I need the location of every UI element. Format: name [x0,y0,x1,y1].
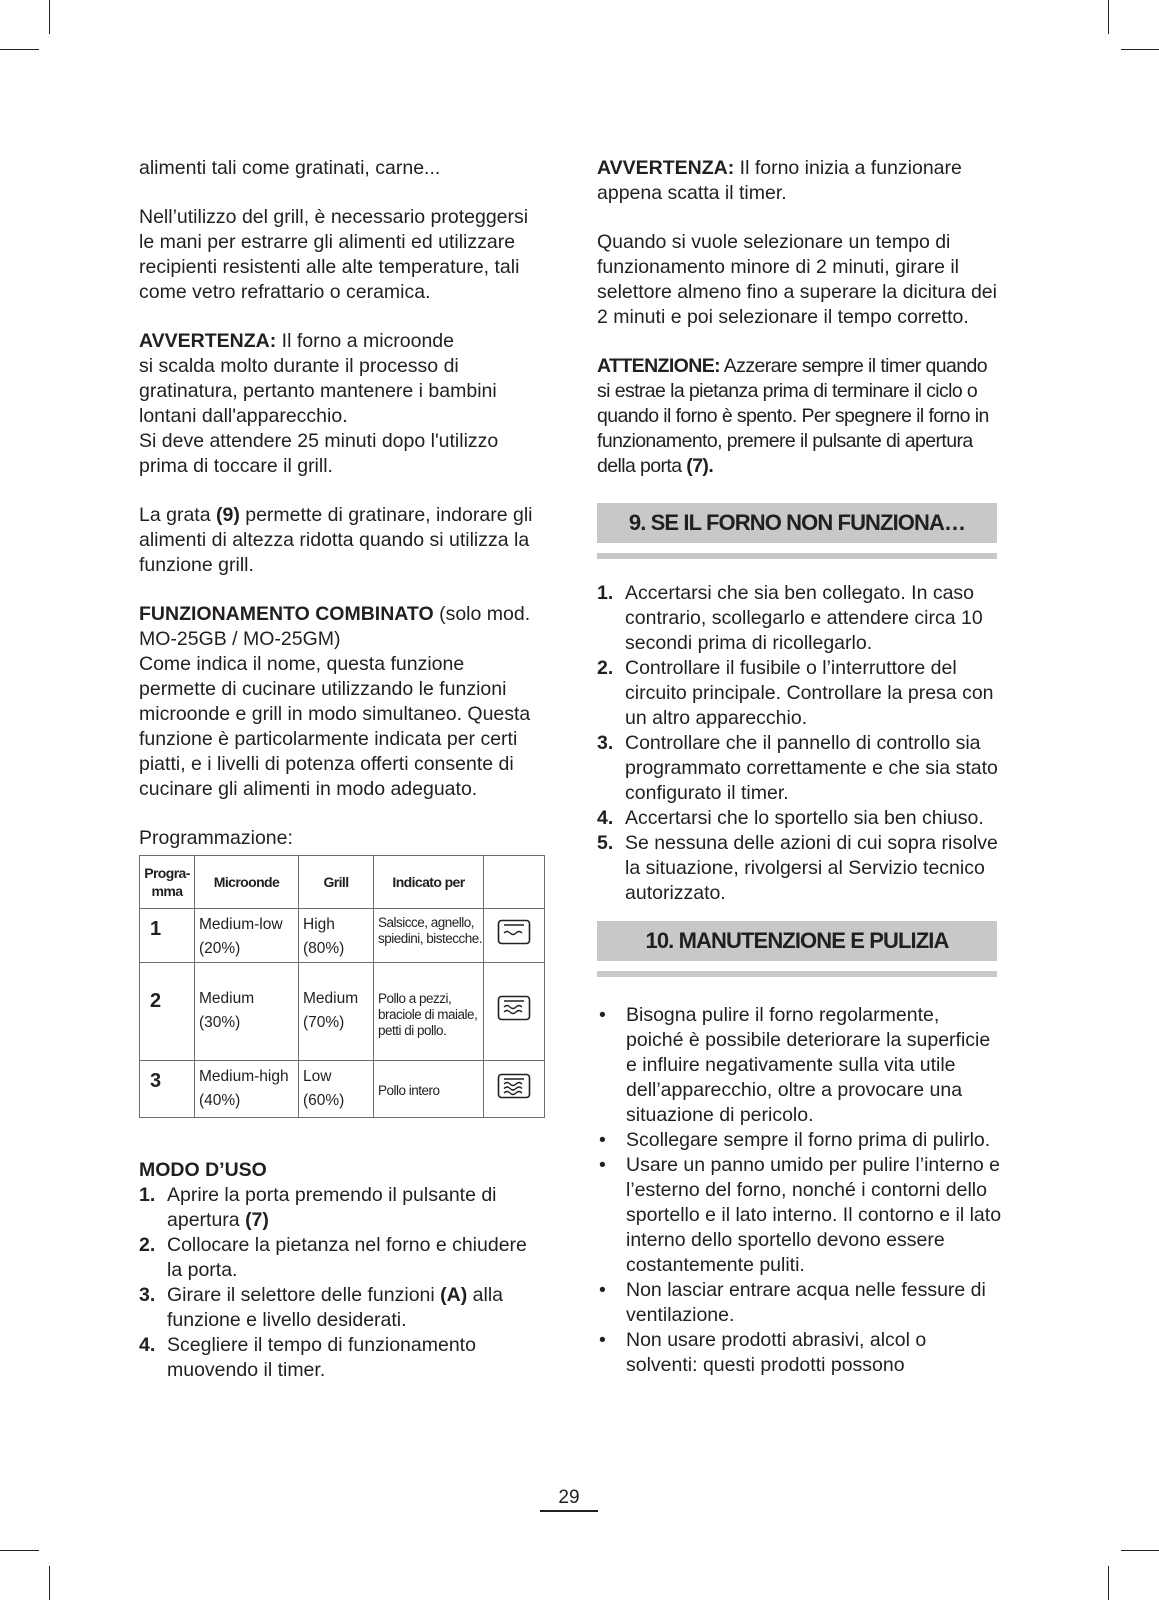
crop-mark [49,0,50,34]
table-header: Indicato per [374,856,484,909]
combined-text: Come indica il nome, questa funzione permette di cucinare utilizzando le funzioni microonde e grill in modo simultaneo. Questa funzione è particolarmente indicata per certi piatti, e i livelli di potenza offerti consente di cucinare gli alimenti in modo adeguato. [139,653,531,800]
combined-label: FUNZIONAMENTO COMBINATO [139,603,434,625]
usage-steps [139,1183,539,1383]
table-row [140,1061,545,1118]
warning-text: Il forno inizia a funzionare appena scatta il timer. [597,157,962,204]
list-item: • Non usare prodotti abrasivi, alcol o solventi: questi prodotti possono [597,1328,1002,1378]
program-number: 2 [140,963,195,1061]
list-item: • Scollegare sempre il forno prima di pulirlo. [597,1128,1002,1153]
attention-text: Azzerare sempre il timer quando si estrae la pietanza prima di terminare il ciclo o quando il forno è spento. Per spegnere il forno in funzionamento, premere il pulsante di apertura della porta [597,355,989,477]
combi-1-icon [484,909,545,963]
microwave-cell [195,1061,299,1118]
step-text: Scegliere il tempo di funzionamento muovendo il timer. [167,1334,476,1381]
warning-label: AVVERTENZA: [139,330,277,352]
indicated-for: Salsicce, agnello, spiedini, bistecche. [374,909,484,963]
list-item [597,656,1002,731]
microwave-level: Medium [199,990,255,1007]
step-number: 1. [597,582,614,604]
combi-3-icon [484,1061,545,1118]
grill-level: Low [303,1068,332,1085]
table-row [140,909,545,963]
paragraph [139,503,539,578]
step-text: Collocare la pietanza nel forno e chiudere la porta. [167,1234,527,1281]
right-column [597,156,1002,1378]
step-number: 3. [597,732,614,754]
step-number: 2. [139,1234,156,1256]
warning-text: si scalda molto durante il processo di gratinatura, pertanto mantenere i bambini lontani dall'apparecchio. [139,355,497,427]
crop-mark [0,49,39,50]
list-item [597,806,1002,831]
step-text: Accertarsi che lo sportello sia ben chiuso. [625,807,984,829]
step-number: 4. [139,1334,156,1356]
attention-label: ATTENZIONE: [597,355,721,377]
microwave-percent: (30%) [199,1014,241,1031]
programming-label: Programmazione: [139,827,293,849]
warning-text: Si deve attendere 25 minuti dopo l'utilizzo prima di toccare il grill. [139,430,499,477]
step-text: Se nessuna delle azioni di cui sopra risolve la situazione, rivolgersi al Servizio tecnico autorizzato. [625,832,998,904]
grill-percent: (60%) [303,1092,345,1109]
reference: (7). [686,455,714,477]
list-item: • Usare un panno umido per pulire l’interno e l’esterno del forno, nonché i contorni dello sportello e il lato interno. Il contorno e il lato interno dello sportello devono essere costantemente puliti. [597,1153,1002,1278]
warning-paragraph [139,329,539,479]
microwave-percent: (20%) [199,940,241,957]
text: La grata [139,504,216,526]
step-text: Accertarsi che sia ben collegato. In caso contrario, scollegarlo e attendere circa 10 secondi prima di ricollegarlo. [625,582,983,654]
attention-paragraph [597,354,1002,479]
grill-level: High [303,916,335,933]
programming-table [139,855,545,1118]
left-column [139,156,539,1383]
microwave-level: Medium-low [199,916,283,933]
section-divider [597,553,997,559]
paragraph: Nell’utilizzo del grill, è necessario proteggersi le mani per estrarre gli alimenti ed utilizzare recipienti resistenti alle alte temperature, tali come vetro refrattario o ceramica. [139,206,529,303]
section-title: MODO D’USO [139,1159,267,1181]
table-row [140,963,545,1061]
step-number: 4. [597,807,614,829]
crop-mark [1121,49,1159,50]
step-text: Controllare che il pannello di controllo sia programmato correttamente e che sia stato configurato il timer. [625,732,998,804]
crop-mark [1108,1566,1109,1600]
paragraph: Quando si vuole selezionare un tempo di funzionamento minore di 2 minuti, girare il selettore almeno fino a superare la dicitura dei 2 minuti e poi selezionare il tempo corretto. [597,231,997,328]
grill-cell [299,1061,374,1118]
reference: (A) [440,1284,468,1306]
warning-paragraph [597,156,1002,206]
indicated-for: Pollo intero [374,1061,484,1118]
section-divider [597,971,997,977]
grill-percent: (80%) [303,940,345,957]
list-item [139,1183,539,1233]
microwave-level: Medium-high [199,1068,289,1085]
crop-mark [49,1566,50,1600]
page-number: 29 [540,1487,598,1512]
combi-2-icon [484,963,545,1061]
grill-percent: (70%) [303,1014,345,1031]
program-number: 1 [140,909,195,963]
table-header-row [140,856,545,909]
list-item [139,1233,539,1283]
crop-mark [0,1550,39,1551]
table-header: Grill [299,856,374,909]
grill-level: Medium [303,990,359,1007]
indicated-for: Pollo a pezzi, braciole di maiale, petti di pollo. [374,963,484,1061]
table-header [484,856,545,909]
list-item [597,581,1002,656]
table-header: Progra-mma [140,856,195,909]
list-item [597,731,1002,806]
list-item [139,1333,539,1383]
crop-mark [1108,0,1109,34]
program-number: 3 [140,1061,195,1118]
section-heading-9: 9. SE IL FORNO NON FUNZIONA… [597,503,997,543]
combined-paragraph [139,602,539,802]
step-text: Girare il selettore delle funzioni [167,1284,441,1306]
warning-label: AVVERTENZA: [597,157,735,179]
table-header: Microonde [195,856,299,909]
microwave-cell [195,963,299,1061]
grill-cell [299,963,374,1061]
list-item [597,831,1002,906]
troubleshooting-list [597,581,1002,906]
list-item: • Bisogna pulire il forno regolarmente, poiché è possibile deteriorare la superficie e influire negativamente sulla vita utile dell’apparecchio, oltre a provocare una situazione di pericolo. [597,1003,1002,1128]
crop-mark [1121,1550,1159,1551]
reference: (9) [215,504,240,526]
section-heading-10: 10. MANUTENZIONE E PULIZIA [597,921,997,961]
reference: (7) [245,1209,269,1231]
step-text: Controllare il fusibile o l’interruttore del circuito principale. Controllare la presa con un altro apparecchio. [625,657,994,729]
step-text: Aprire la porta premendo il pulsante di apertura [167,1184,497,1231]
list-item: • Non lasciar entrare acqua nelle fessure di ventilazione. [597,1278,1002,1328]
microwave-cell [195,909,299,963]
warning-text: Il forno a microonde [281,330,454,352]
step-number: 1. [139,1184,156,1206]
step-text: alla funzione e livello desiderati. [167,1284,503,1331]
text: permette di gratinare, indorare gli alimenti di altezza ridotta quando si utilizza la funzione grill. [139,504,533,576]
step-number: 2. [597,657,614,679]
microwave-percent: (40%) [199,1092,241,1109]
list-item [139,1283,539,1333]
step-number: 5. [597,832,614,854]
paragraph: alimenti tali come gratinati, carne... [139,157,441,179]
grill-cell [299,909,374,963]
cleaning-list [597,1003,1002,1378]
combined-models: (solo mod. MO-25GB / MO-25GM) [139,603,531,650]
step-number: 3. [139,1284,156,1306]
